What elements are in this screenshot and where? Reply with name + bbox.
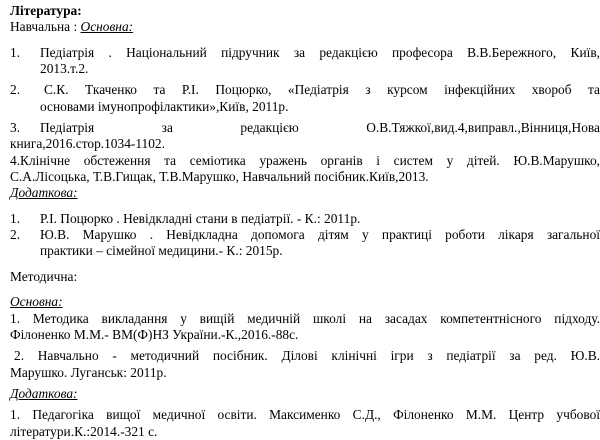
study-type-label: Навчальна :: [10, 19, 81, 35]
item-text-line: літератури.К.:2014.-321 с.: [10, 423, 158, 439]
methodical-additional-section-label: Додаткова:: [10, 385, 78, 401]
basic-item-4: [10, 153, 600, 186]
item-text-line: 1. Методика викладання у вищій медичній школі на засадах компетентнісного підходу.: [10, 310, 600, 326]
additional-item-2: [10, 227, 600, 260]
basic-item-1: [10, 45, 600, 78]
additional-item-1: [10, 211, 600, 227]
item-text-line: 2. Навчально - методичний посібник. Ділові клінічні ігри з педіатрії за ред. Ю.В.: [14, 348, 600, 364]
item-text-line: 1. Педагогіка вищої медичної освіти. Максименко С.Д., Філоненко М.М. Центр учбової: [10, 407, 600, 423]
methodical-additional-item-1: [10, 407, 600, 440]
literature-heading: Література:: [10, 3, 82, 18]
item-text-line: Марушко. Луганськ: 2011р.: [10, 364, 167, 380]
item-text-line: Філоненко М.М.- ВМ(Ф)НЗ України.-К.,2016.-88с.: [10, 326, 299, 342]
item-number: 2.: [10, 82, 21, 98]
item-text-line: Ю.В. Марушко . Невідкладна допомога дітям у практиці роботи лікаря загальної: [40, 227, 600, 243]
methodical-basic-section-label: Основна:: [10, 294, 63, 310]
methodical-label: Методична:: [10, 268, 78, 284]
item-number: 2.: [10, 227, 21, 243]
basic-section-label: Основна:: [80, 19, 134, 35]
item-number: 3.: [10, 120, 21, 136]
item-text-line: 4.Клінічне обстеження та семіотика уражень органів і систем у дітей. Ю.В.Марушко,: [10, 152, 600, 168]
item-number: 1.: [10, 210, 21, 226]
methodical-basic-item-2: [10, 348, 600, 381]
item-text-line: Педіатрія . Національний підручник за редакцією професора В.В.Бережного, Київ,: [40, 44, 600, 60]
item-text-line: книга,2016.стор.1034-1102.: [10, 136, 165, 152]
item-text-line: практики – сімейної медицини.- К.: 2015р.: [40, 243, 283, 259]
methodical-basic-item-1: [10, 311, 600, 344]
additional-section-label: Додаткова:: [10, 185, 78, 201]
item-text-line: Р.І. Поцюрко . Невідкладні стани в педіатрії. - К.: 2011р.: [40, 210, 361, 226]
basic-item-2: [10, 82, 600, 115]
item-text-line: основами імунопрофілактики»,Київ, 2011р.: [40, 98, 289, 114]
item-number: 1.: [10, 44, 21, 60]
study-type-line: [10, 19, 600, 35]
item-text-line: 2013.т.2.: [40, 61, 89, 77]
basic-item-3: [10, 120, 600, 153]
item-text-line: С.К. Ткаченко та Р.І. Поцюрко, «Педіатрія з курсом інфекційних хвороб та: [44, 82, 600, 98]
item-text-line: Педіатрія за редакцією О.В.Тяжкої,вид.4,виправл.,Вінниця,Нова: [40, 120, 600, 136]
item-text-line: С.А.Лісоцька, Т.В.Гищак, Т.В.Марушко, Навчальний посібник.Київ,2013.: [10, 169, 429, 185]
